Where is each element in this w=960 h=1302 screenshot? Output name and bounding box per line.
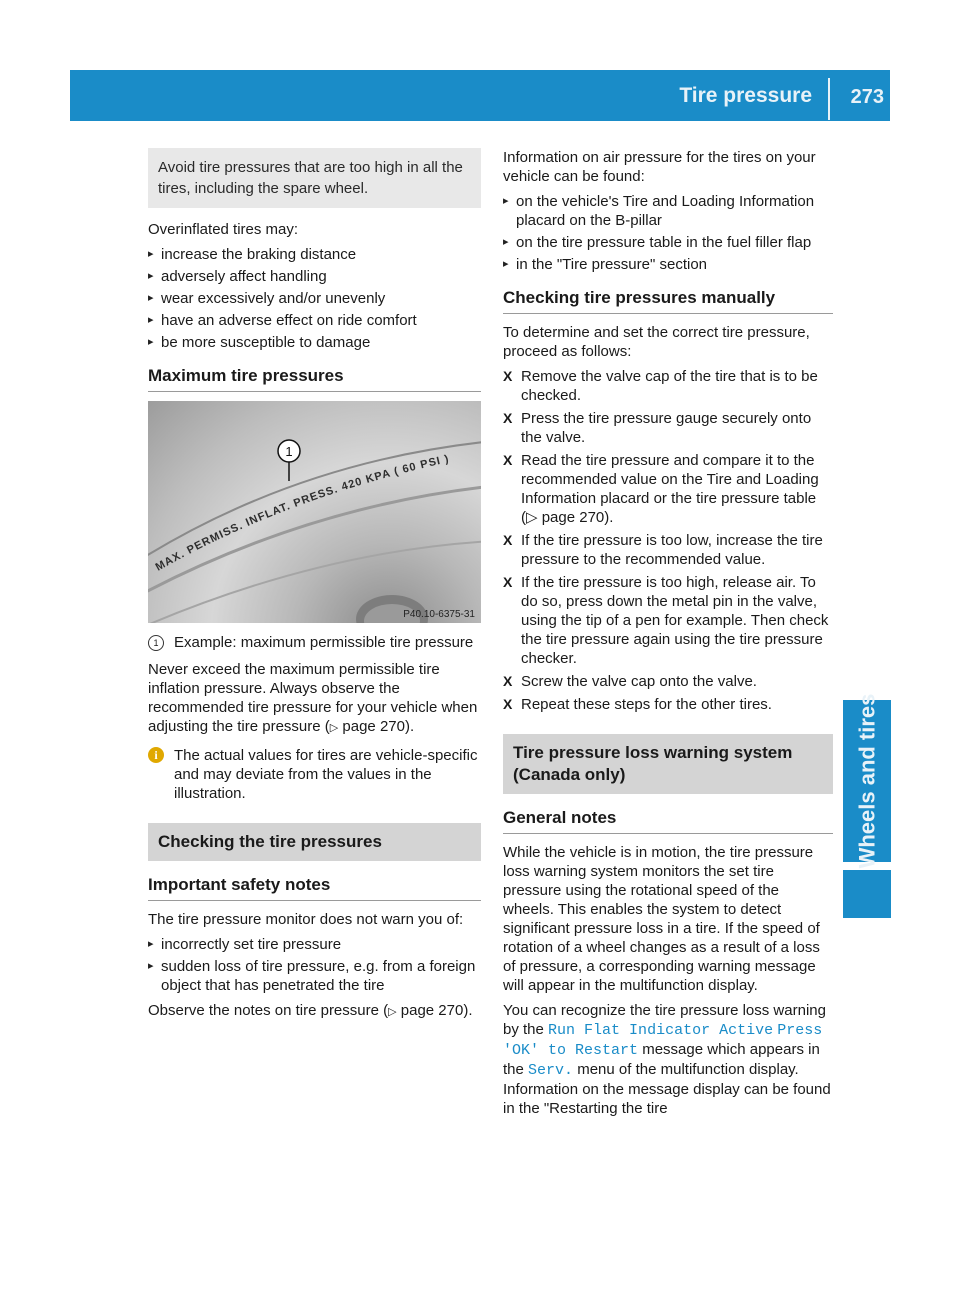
step-item: X Screw the valve cap onto the valve. xyxy=(503,672,833,691)
manual-steps xyxy=(503,367,833,714)
list-item: ▸ sudden loss of tire pressure, e.g. from a foreign object that has penetrated the tire xyxy=(148,957,481,995)
step-item: X If the tire pressure is too low, increase the tire pressure to the recommended value. xyxy=(503,531,833,569)
recognize-pre: You can recognize the tire pressure loss warning by the xyxy=(503,1002,826,1038)
monitor-list xyxy=(148,935,481,995)
caption-text: Example: maximum permissible tire pressure xyxy=(174,634,474,651)
list-item: ▸ incorrectly set tire pressure xyxy=(148,935,481,954)
header-divider xyxy=(828,78,830,120)
loss-warning-section-heading: Tire pressure loss warning system (Canada only) xyxy=(503,734,833,794)
side-tab-block xyxy=(843,870,891,918)
list-item: ▸ have an adverse effect on ride comfort xyxy=(148,311,481,330)
safety-notes-heading: Important safety notes xyxy=(148,875,481,901)
observe-text: Observe the notes on tire pressure ( xyxy=(148,1002,389,1019)
caption-number-icon: 1 xyxy=(148,635,164,651)
step-item: X Press the tire pressure gauge securely onto the valve. xyxy=(503,409,833,447)
step-item: X Read the tire pressure and compare it to the recommended value on the Tire and Loading Information placard or the tire pressure table (▷ page 270). xyxy=(503,451,833,527)
note-text: The actual values for tires are vehicle-specific and may deviate from the values in the illustration. xyxy=(174,747,478,802)
list-item: ▸ adversely affect handling xyxy=(148,267,481,286)
monitor-intro: The tire pressure monitor does not warn you of: xyxy=(148,911,464,928)
general-notes-heading: General notes xyxy=(503,808,833,834)
recognize-mid: message which appears in the xyxy=(503,1041,820,1078)
left-column xyxy=(148,148,481,1028)
page-header xyxy=(70,70,890,121)
max-pressure-heading: Maximum tire pressures xyxy=(148,366,481,392)
list-item: ▸ on the vehicle's Tire and Loading Information placard on the B-pillar xyxy=(503,192,833,230)
warning-box: Avoid tire pressures that are too high in all the tires, including the spare wheel. xyxy=(148,148,481,208)
info-list xyxy=(503,192,833,274)
page-ref-link[interactable]: page 270). xyxy=(400,1002,473,1019)
step-item: X Repeat these steps for the other tires. xyxy=(503,695,833,714)
tire-sidewall-illustration xyxy=(148,401,481,623)
callout-number: 1 xyxy=(285,444,293,459)
never-exceed-text: Never exceed the maximum permissible tire inflation pressure. Always observe the recommended tire pressure for your vehicle when adjusting the tire pressure ( xyxy=(148,661,478,735)
overinflated-list xyxy=(148,245,481,352)
tire-sidewall-figure xyxy=(148,401,481,623)
recognize-post: menu of the multifunction display. Information on the message display can be found in the "Restarting the tire xyxy=(503,1061,831,1117)
general-text: While the vehicle is in motion, the tire pressure loss warning system monitors the set tire pressure using the rotational speed of the wheels. This enables the system to detect significant pressure loss in a tire. If the speed of rotation of a wheel changes as a result of a loss of pressure, a corresponding warning message will appear in the multifunction display. xyxy=(503,844,820,994)
page-ref-icon: ▷ xyxy=(388,1006,397,1018)
checking-section-heading: Checking the tire pressures xyxy=(148,823,481,861)
never-exceed-paragraph xyxy=(148,660,481,738)
step-item: X Remove the valve cap of the tire that is to be checked. xyxy=(503,367,833,405)
right-column xyxy=(503,148,833,1124)
tire-marking-text: MAX. PERMISS. INFLAT. PRESS. 420 KPA ( 60 PSI ) xyxy=(153,452,451,574)
figure-code: P40.10-6375-31 xyxy=(403,609,475,620)
page-ref-link[interactable]: page 270). xyxy=(342,718,415,735)
side-chapter-tab xyxy=(843,693,891,869)
info-note xyxy=(148,746,481,803)
list-item: ▸ be more susceptible to damage xyxy=(148,333,481,352)
list-item: ▸ in the "Tire pressure" section xyxy=(503,255,833,274)
header-title: Tire pressure xyxy=(679,84,812,107)
info-intro: Information on air pressure for the tires on your vehicle can be found: xyxy=(503,149,816,185)
display-message-2: Press 'OK' to Restart xyxy=(503,1022,823,1059)
manual-intro: To determine and set the correct tire pressure, proceed as follows: xyxy=(503,324,810,360)
observe-paragraph xyxy=(148,1001,481,1022)
page-number: 273 xyxy=(850,86,884,108)
overinflated-intro: Overinflated tires may: xyxy=(148,221,299,238)
display-message-1: Run Flat Indicator Active xyxy=(548,1022,774,1039)
list-item: ▸ wear excessively and/or unevenly xyxy=(148,289,481,308)
list-item: ▸ on the tire pressure table in the fuel filler flap xyxy=(503,233,833,252)
list-item: ▸ increase the braking distance xyxy=(148,245,481,264)
figure-caption xyxy=(148,633,481,652)
step-item: X If the tire pressure is too high, release air. To do so, press down the metal pin in the valve, using the tip of a pen for example. Then check the tire pressure again using the tire pressure checker. xyxy=(503,573,833,668)
page-ref-icon: ▷ xyxy=(329,722,339,734)
menu-name: Serv. xyxy=(528,1062,574,1079)
manual-check-heading: Checking tire pressures manually xyxy=(503,288,833,314)
chapter-label: Wheels and tires xyxy=(854,693,880,869)
recognize-paragraph xyxy=(503,1001,833,1118)
info-icon: i xyxy=(148,747,164,763)
